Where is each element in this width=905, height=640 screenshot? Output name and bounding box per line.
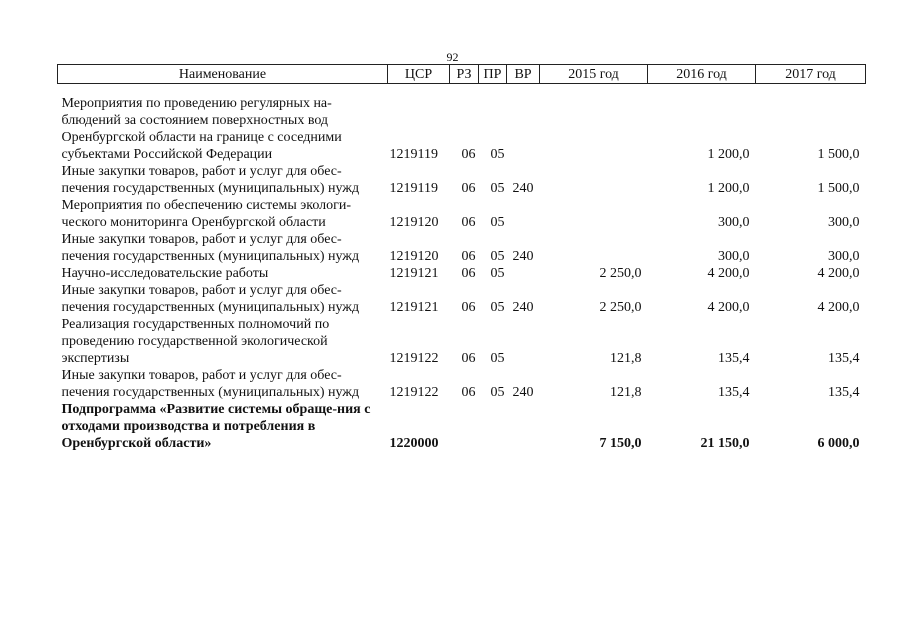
cell-name: Подпрограмма «Развитие системы обраще-ния с отходами производства и потребления в Оренбургской области»	[61, 402, 371, 451]
cell-rz: 06	[461, 266, 476, 281]
cell-y2017: 4 200,0	[817, 300, 860, 315]
table-header-row	[58, 65, 866, 84]
cell-name: Научно-исследовательские работы	[61, 266, 269, 281]
cell-vr: 240	[512, 385, 534, 400]
cell-y2017: 300,0	[828, 215, 860, 230]
cell-y2017: 1 500,0	[817, 147, 860, 162]
page-number: 92	[446, 50, 459, 64]
cell-csr: 1220000	[389, 436, 439, 451]
cell-pr: 05	[490, 249, 505, 264]
cell-csr: 1219121	[389, 266, 439, 281]
cell-y2015	[540, 197, 648, 231]
cell-y2015: 121,8	[610, 351, 642, 366]
cell-rz: 06	[461, 385, 476, 400]
cell-pr: 05	[490, 181, 505, 196]
cell-y2016: 1 200,0	[707, 181, 750, 196]
cell-y2016: 21 150,0	[700, 436, 750, 451]
cell-vr	[507, 197, 540, 231]
cell-vr: 240	[512, 249, 534, 264]
cell-y2017: 4 200,0	[817, 266, 860, 281]
cell-name: Иные закупки товаров, работ и услуг для обес-печения государственных (муниципальных) нужд	[61, 368, 360, 400]
table-row	[58, 401, 866, 452]
cell-vr: 240	[512, 181, 534, 196]
table-row	[58, 95, 866, 163]
cell-y2016: 300,0	[718, 215, 750, 230]
cell-name: Реализация государственных полномочий по проведению государственной экологической экспертизы	[61, 317, 330, 366]
cell-pr: 05	[490, 385, 505, 400]
cell-y2015	[540, 231, 648, 265]
header-rz: РЗ	[450, 65, 479, 84]
cell-y2016: 4 200,0	[707, 266, 750, 281]
cell-vr	[507, 265, 540, 282]
cell-name: Иные закупки товаров, работ и услуг для обес-печения государственных (муниципальных) нужд	[61, 164, 360, 196]
cell-y2017: 135,4	[828, 351, 860, 366]
cell-vr	[507, 95, 540, 163]
cell-y2016: 300,0	[718, 249, 750, 264]
header-2017: 2017 год	[756, 65, 866, 84]
header-2016: 2016 год	[648, 65, 756, 84]
cell-rz: 06	[461, 300, 476, 315]
header-csr: ЦСР	[388, 65, 450, 84]
cell-y2016: 135,4	[718, 351, 750, 366]
cell-y2015: 2 250,0	[599, 266, 642, 281]
cell-rz: 06	[461, 147, 476, 162]
cell-csr: 1219119	[389, 147, 438, 162]
cell-y2017: 6 000,0	[817, 436, 860, 451]
cell-y2017: 135,4	[828, 385, 860, 400]
cell-pr: 05	[490, 215, 505, 230]
cell-y2015	[540, 163, 648, 197]
cell-name: Иные закупки товаров, работ и услуг для обес-печения государственных (муниципальных) нужд	[61, 283, 360, 315]
cell-csr: 1219120	[389, 215, 439, 230]
cell-vr: 240	[512, 300, 534, 315]
table-row	[58, 231, 866, 265]
table-row	[58, 282, 866, 316]
cell-y2017: 300,0	[828, 249, 860, 264]
cell-y2015: 7 150,0	[599, 436, 642, 451]
cell-pr	[479, 401, 507, 452]
cell-vr	[507, 316, 540, 367]
cell-y2015: 121,8	[610, 385, 642, 400]
cell-y2016: 4 200,0	[707, 300, 750, 315]
cell-pr: 05	[490, 147, 505, 162]
cell-vr	[507, 401, 540, 452]
cell-name: Мероприятия по проведению регулярных на-блюдений за состоянием поверхностных вод Оренбургской области на границе с соседними субъектами Российской Федерации	[61, 96, 342, 162]
cell-rz: 06	[461, 249, 476, 264]
cell-y2016: 135,4	[718, 385, 750, 400]
header-2015: 2015 год	[540, 65, 648, 84]
table-body	[58, 84, 866, 453]
cell-pr: 05	[490, 266, 505, 281]
cell-y2016: 1 200,0	[707, 147, 750, 162]
cell-y2017: 1 500,0	[817, 181, 860, 196]
cell-rz: 06	[461, 351, 476, 366]
budget-table	[57, 64, 866, 452]
table-row	[58, 367, 866, 401]
header-name: Наименование	[58, 65, 388, 84]
table-row	[58, 197, 866, 231]
cell-name: Мероприятия по обеспечению системы экологи-ческого мониторинга Оренбургской области	[61, 198, 352, 230]
cell-csr: 1219122	[389, 351, 439, 366]
cell-csr: 1219122	[389, 385, 439, 400]
table-row	[58, 163, 866, 197]
cell-y2015: 2 250,0	[599, 300, 642, 315]
cell-name: Иные закупки товаров, работ и услуг для обес-печения государственных (муниципальных) нужд	[61, 232, 360, 264]
header-pr: ПР	[479, 65, 507, 84]
header-vr: ВР	[507, 65, 540, 84]
cell-csr: 1219120	[389, 249, 439, 264]
cell-pr: 05	[490, 351, 505, 366]
table-row	[58, 316, 866, 367]
cell-csr: 1219121	[389, 300, 439, 315]
cell-rz	[450, 401, 479, 452]
table-row	[58, 265, 866, 282]
cell-y2015	[540, 95, 648, 163]
cell-rz: 06	[461, 215, 476, 230]
cell-rz: 06	[461, 181, 476, 196]
cell-pr: 05	[490, 300, 505, 315]
cell-csr: 1219119	[389, 181, 438, 196]
